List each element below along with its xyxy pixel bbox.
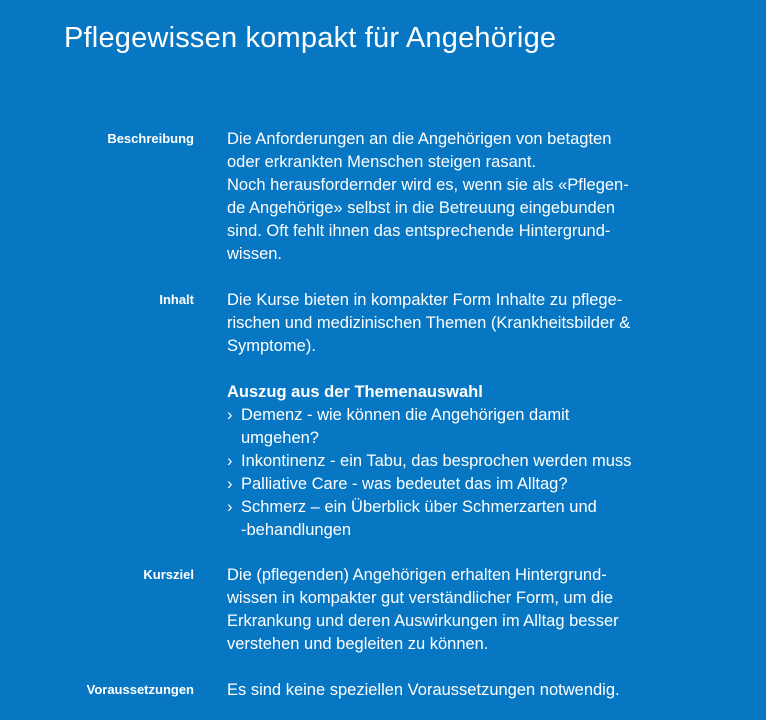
- text-line: Die Anforderungen an die Angehörigen von betagten: [227, 130, 612, 148]
- topics-heading: Auszug aus der Themenauswahl: [227, 383, 483, 401]
- text-line: Erkrankung und deren Auswirkungen im Alltag besser: [227, 612, 619, 630]
- text-line: Symptome).: [227, 337, 316, 355]
- text-line: Die (pflegenden) Angehörigen erhalten Hintergrund-: [227, 566, 607, 584]
- bullet-icon: ›: [227, 475, 233, 493]
- section-body-beschreibung: [227, 128, 687, 266]
- list-item-text: -behandlungen: [241, 521, 352, 539]
- text-line: wissen in kompakter gut verständlicher Form, um die: [227, 589, 614, 607]
- list-item: [227, 450, 687, 473]
- text-line: wissen.: [227, 245, 283, 263]
- text-line: sind. Oft fehlt ihnen das entsprechende Hintergrund-: [227, 222, 611, 240]
- text-line: rischen und medizinischen Themen (Krankheitsbilder &: [227, 314, 631, 332]
- text-line: verstehen und begleiten zu können.: [227, 635, 489, 653]
- section-label-kursziel: Kursziel: [143, 567, 194, 582]
- list-item: [227, 404, 687, 450]
- list-item-text: Demenz - wie können die Angehörigen damit: [241, 406, 570, 424]
- text-line: oder erkrankten Menschen steigen rasant.: [227, 153, 537, 171]
- section-label-inhalt: Inhalt: [159, 292, 194, 307]
- bullet-icon: ›: [227, 406, 233, 424]
- text-line: Noch herausfordernder wird es, wenn sie als «Pflegen-: [227, 176, 629, 194]
- topics-list: [227, 404, 687, 542]
- list-item-text: Schmerz – ein Überblick über Schmerzarten und: [241, 498, 597, 516]
- list-item-text: umgehen?: [241, 429, 319, 447]
- list-item-text: Palliative Care - was bedeutet das im Alltag?: [241, 475, 568, 493]
- bullet-icon: ›: [227, 452, 233, 470]
- list-item: [227, 473, 687, 496]
- section-body-kursziel: [227, 564, 687, 656]
- page-title: Pflegewissen kompakt für Angehörige: [64, 22, 557, 54]
- text-line: de Angehörige» selbst in die Betreuung eingebunden: [227, 199, 616, 217]
- section-label-beschreibung: Beschreibung: [107, 131, 194, 146]
- list-item-text: Inkontinenz - ein Tabu, das besprochen werden muss: [241, 452, 632, 470]
- bullet-icon: ›: [227, 498, 233, 516]
- list-item: [227, 496, 687, 542]
- section-body-inhalt: [227, 289, 687, 542]
- text-line: Es sind keine speziellen Voraussetzungen notwendig.: [227, 681, 620, 699]
- text-line: Die Kurse bieten in kompakter Form Inhalte zu pflege-: [227, 291, 623, 309]
- section-label-voraussetzungen: Voraussetzungen: [86, 682, 194, 697]
- section-body-voraussetzungen: [227, 679, 687, 702]
